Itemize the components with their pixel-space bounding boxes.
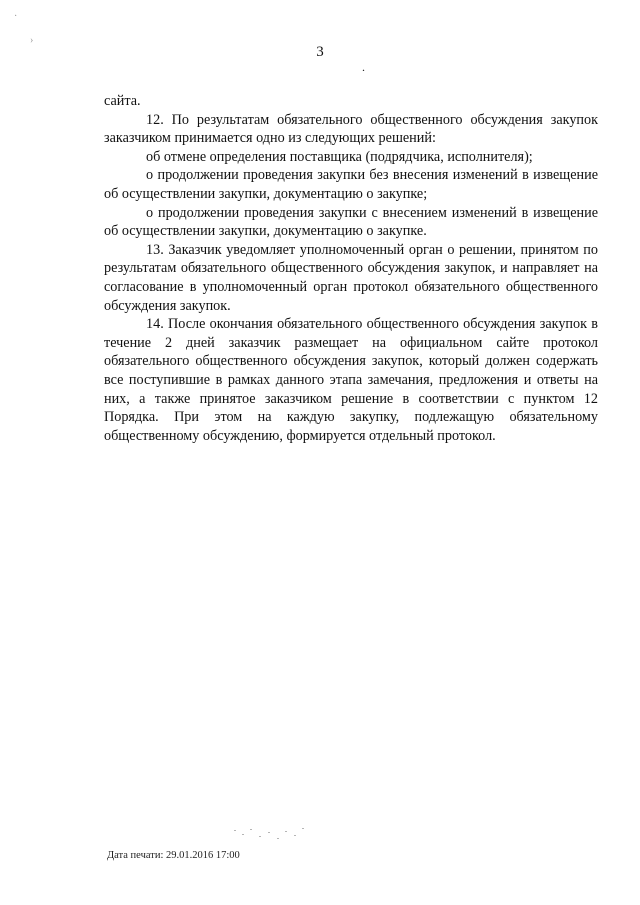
scan-artifact-mark: ›: [30, 35, 34, 46]
body-paragraph: об отмене определения поставщика (подрядчика, исполнителя);: [146, 148, 533, 165]
page-number-dot: .: [362, 60, 365, 74]
body-paragraph: 14. После окончания обязательного общественного обсуждения закупок в течение 2 дней заказчик размещает на официальном сайте протокол обязательного общественного обсуждения закупок, который должен содержать все поступившие в рамках данного этапа замечания, предложения и ответы на них, а также принятое заказчиком решение в соответствии с пунктом 12 Порядка. При этом на каждую закупку, подлежащую обязательному общественному обсуждению, формируется отдельный протокол.: [104, 316, 598, 444]
body-paragraph: 13. Заказчик уведомляет уполномоченный орган о решении, принятом по результатам обязательного общественного обсуждения закупок, и направляет на согласование в уполномоченный орган протокол обязательного общественного обсуждения закупок.: [104, 241, 598, 314]
body-paragraph: сайта.: [104, 93, 141, 109]
scan-artifact-smudge: [232, 826, 308, 842]
body-paragraph: 12. По результатам обязательного общественного обсуждения закупок заказчиком принимается одно из следующих решений:: [104, 111, 598, 147]
document-body: [104, 92, 598, 445]
print-date-footer: Дата печати: 29.01.2016 17:00: [107, 850, 240, 861]
body-paragraph: о продолжении проведения закупки без внесения изменений в извещение об осуществлении закупки, документацию о закупке;: [104, 167, 598, 202]
body-paragraph: о продолжении проведения закупки с внесением изменений в извещение об осуществлении закупки, документацию о закупке.: [104, 204, 598, 240]
page-number: 3: [316, 44, 324, 60]
scan-artifact-mark: ·: [14, 11, 18, 22]
